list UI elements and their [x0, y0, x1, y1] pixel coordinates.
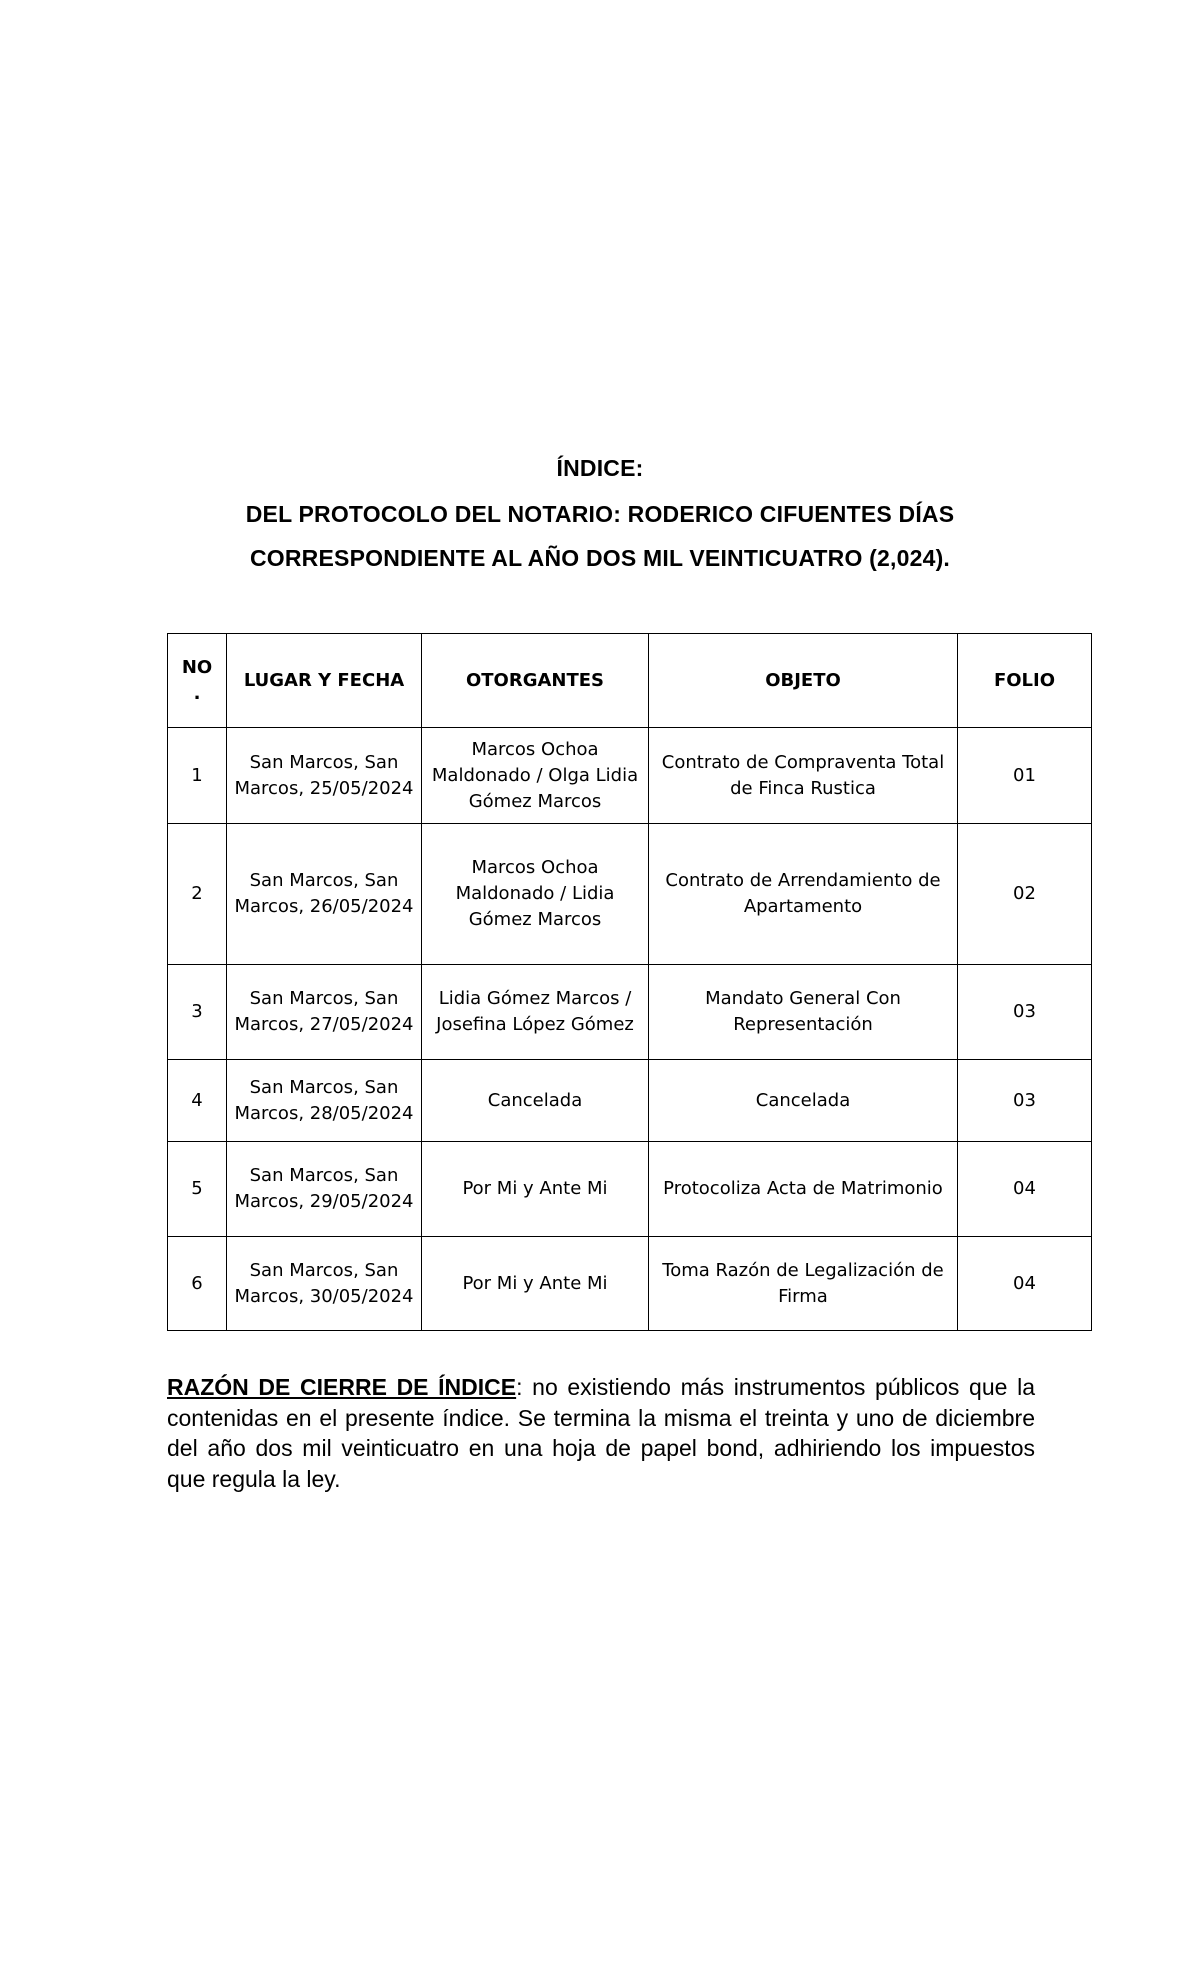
cell-objeto: Contrato de Arrendamiento de Apartamento — [649, 824, 958, 965]
cell-otorgantes: Por Mi y Ante Mi — [422, 1142, 649, 1237]
cell-objeto: Toma Razón de Legalización de Firma — [649, 1237, 958, 1331]
cell-folio: 03 — [958, 1060, 1092, 1142]
header-objeto: OBJETO — [649, 634, 958, 728]
cell-no: 3 — [168, 965, 227, 1060]
header-otorgantes: OTORGANTES — [422, 634, 649, 728]
cell-lugar-fecha: San Marcos, San Marcos, 28/05/2024 — [227, 1060, 422, 1142]
header-folio: FOLIO — [958, 634, 1092, 728]
cell-folio: 03 — [958, 965, 1092, 1060]
table-row — [168, 728, 1092, 824]
cell-objeto: Protocoliza Acta de Matrimonio — [649, 1142, 958, 1237]
cell-objeto: Cancelada — [649, 1060, 958, 1142]
cell-folio: 04 — [958, 1237, 1092, 1331]
cell-lugar-fecha: San Marcos, San Marcos, 26/05/2024 — [227, 824, 422, 965]
cell-lugar-fecha: San Marcos, San Marcos, 30/05/2024 — [227, 1237, 422, 1331]
cell-no: 1 — [168, 728, 227, 824]
cell-folio: 02 — [958, 824, 1092, 965]
cell-no: 4 — [168, 1060, 227, 1142]
cell-objeto: Mandato General Con Representación — [649, 965, 958, 1060]
table-row — [168, 1060, 1092, 1142]
cell-folio: 04 — [958, 1142, 1092, 1237]
header-no: NO . — [168, 634, 227, 728]
table-row — [168, 1142, 1092, 1237]
document-subtitle-year: CORRESPONDIENTE AL AÑO DOS MIL VEINTICUATRO (2,024). — [249, 545, 951, 571]
cell-lugar-fecha: San Marcos, San Marcos, 27/05/2024 — [227, 965, 422, 1060]
cell-lugar-fecha: San Marcos, San Marcos, 29/05/2024 — [227, 1142, 422, 1237]
cell-no: 6 — [168, 1237, 227, 1331]
cell-no: 2 — [168, 824, 227, 965]
cell-otorgantes: Marcos Ochoa Maldonado / Lidia Gómez Marcos — [422, 824, 649, 965]
closing-colon: : — [516, 1374, 523, 1400]
table-header-row — [168, 634, 1092, 728]
cell-otorgantes: Lidia Gómez Marcos / Josefina López Gómez — [422, 965, 649, 1060]
protocol-index-table — [167, 633, 1092, 1331]
cell-objeto: Contrato de Compraventa Total de Finca Rustica — [649, 728, 958, 824]
cell-folio: 01 — [958, 728, 1092, 824]
header-lugar-fecha: LUGAR Y FECHA — [227, 634, 422, 728]
cell-no: 5 — [168, 1142, 227, 1237]
cell-lugar-fecha: San Marcos, San Marcos, 25/05/2024 — [227, 728, 422, 824]
cell-otorgantes: Cancelada — [422, 1060, 649, 1142]
table-row — [168, 1237, 1092, 1331]
closing-statement — [167, 1372, 1035, 1494]
table-row — [168, 824, 1092, 965]
closing-text: no existiendo más instrumentos públicos que la contenidas en el presente índice. Se termina la misma el treinta y uno de diciembre del año dos mil veinticuatro en una hoja de papel bond, adhiriendo los impuestos que regula la ley. — [167, 1374, 1035, 1492]
cell-otorgantes: Por Mi y Ante Mi — [422, 1237, 649, 1331]
closing-label: RAZÓN DE CIERRE DE ÍNDICE — [167, 1374, 517, 1400]
document-title: ÍNDICE: — [556, 455, 644, 481]
document-subtitle-notary: DEL PROTOCOLO DEL NOTARIO: RODERICO CIFUENTES DÍAS — [245, 501, 955, 527]
table-row — [168, 965, 1092, 1060]
cell-otorgantes: Marcos Ochoa Maldonado / Olga Lidia Gómez Marcos — [422, 728, 649, 824]
